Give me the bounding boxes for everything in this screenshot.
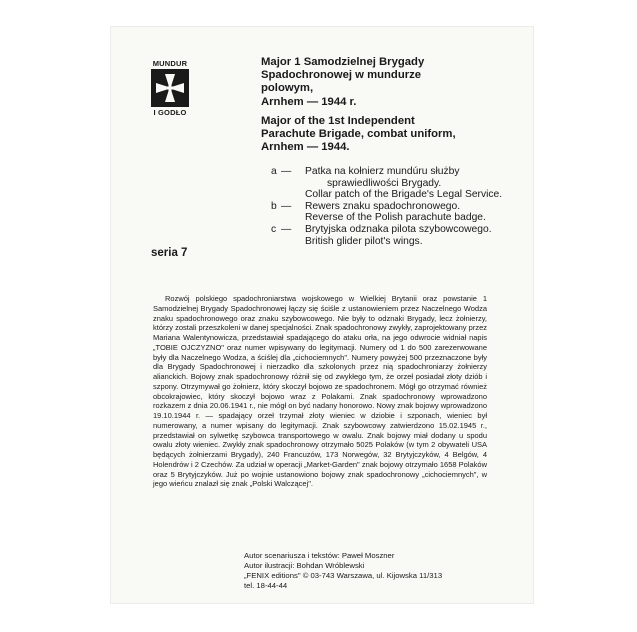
legend-letter: a	[271, 166, 277, 177]
legend-letter: b	[271, 200, 277, 212]
series-label: seria 7	[151, 247, 188, 259]
title-polish-line: Major 1 Samodzielnej Brygady	[261, 56, 425, 68]
legend-item	[271, 201, 531, 224]
legend-item	[271, 166, 531, 201]
legend-dash: —	[281, 223, 292, 235]
title-english-line: Parachute Brigade, combat uniform,	[261, 128, 456, 141]
history-text: Rozwój polskiego spadochroniarstwa wojskowego w Wielkiej Brytanii oraz powstanie 1 Samodzielnej Brygady Spadochronowej łączy się ściśle z ustanowieniem przez Naczelnego Wodza znaku spadochronowego oraz znaku szybowcowego. Nie były to odznaki Brygady, lecz żołnierzy, którzy zostali przeszkoleni w danej specjalności. Znak spadochronowy zwykły, zaprojektowany przez Mariana Walentynowicza, przedstawiał spadającego do ataku orła, na jego odwrocie widniał napis „TOBIE OJCZYZNO" oraz numer wpisywany do legitymacji. Numery od 1 do 500 zarezerwowane były dla Naczelnego Wodza, a ściślej dla „cichociemnych". Numery powyżej 500 przeznaczone były dla Brygady Spadochronowej i nierzadko dla szkolonych przez nią spadochroniarzy żołnierzy alianckich. Bojowy znak spadochronowy różnił się od zwykłego tym, że orzeł posiadał złoty dziób i szpony. Otrzymywał go żołnierz, który skoczył bojowo ze spadochronem. Mógł go otrzymać również obcokrajowiec, który skoczył bojowo wraz z Polakami. Znak spadochronowy wprowadzono rozkazem z dnia 20.06.1941 r., nie mógł on być nadany honorowo. Nowy znak bojowy wprowadzono 19.10.1944 r. — spadający orzeł trzymał złoty wieniec w dziobie i szponach, wieniec był numerowany, a numer wpisany do legitymacji. Znak szybowcowy zatwierdzono 15.02.1945 r., przedstawiał on sylwetkę szybowca transportowego w owalu. Znak bojowy miał dodany u spodu owalu złoty wieniec. Zwykły znak spadochronowy otrzymało 5025 Polaków (w tym 2 obywateli USA będących żołnierzami Brygady), 240 Francuzów, 173 Norwegów, 32 Brytyjczyków, 4 Belgów, 4 Holendrów i 2 Czechów. Za udział w operacji „Market-Garden" znak bojowy otrzymało 1658 Polaków oraz 5 Brytyjczyków. Już po wojnie ustanowiono bojowy znak spadochronowy „cichociemnych", w jego wieńcu znalazł się znak „Polski Walczącej".	[153, 294, 487, 489]
title-english	[261, 115, 531, 155]
credit-line: „FENIX editions" © 03-743 Warszawa, ul. Kijowska 11/313	[244, 571, 443, 580]
postcard-back	[111, 27, 533, 603]
title-polish	[261, 56, 521, 109]
mundur-i-godlo-logo	[150, 59, 190, 117]
legend-text-pl: Rewers znaku spadochronowego.	[305, 200, 461, 212]
title-polish-line: polowym,	[261, 82, 314, 95]
cross-pattee-icon	[151, 69, 189, 107]
legend	[271, 166, 531, 247]
legend-text-pl: Brytyjska odznaka pilota szybowcowego.	[305, 223, 492, 235]
legend-dash: —	[281, 166, 292, 177]
credit-line: Autor scenariusza i tekstów: Paweł Moszner	[244, 551, 395, 560]
title-polish-line: Spadochronowej w mundurze	[261, 69, 422, 82]
legend-text-en: Reverse of the Polish parachute badge.	[305, 212, 486, 224]
title-english-line: Major of the 1st Independent	[261, 115, 415, 127]
logo-top-text: MUNDUR	[152, 59, 188, 68]
credit-line: Autor ilustracji: Bohdan Wróblewski	[244, 561, 365, 570]
legend-item	[271, 224, 531, 247]
legend-text-en: Collar patch of the Brigade's Legal Service.	[305, 189, 503, 201]
credit-line: tel. 18-44-44	[244, 581, 288, 590]
credits	[244, 551, 524, 591]
legend-dash: —	[281, 200, 292, 212]
title-polish-line: Arnhem — 1944 r.	[261, 95, 357, 108]
title-english-line: Arnhem — 1944.	[261, 141, 350, 154]
legend-text-en: British glider pilot's wings.	[305, 235, 423, 247]
legend-text-pl: Patka na kołnierz mundúru służby sprawiedliwości Brygady.	[305, 166, 460, 189]
legend-letter: c	[271, 223, 277, 235]
logo-bottom-text: I GODŁO	[153, 108, 187, 117]
